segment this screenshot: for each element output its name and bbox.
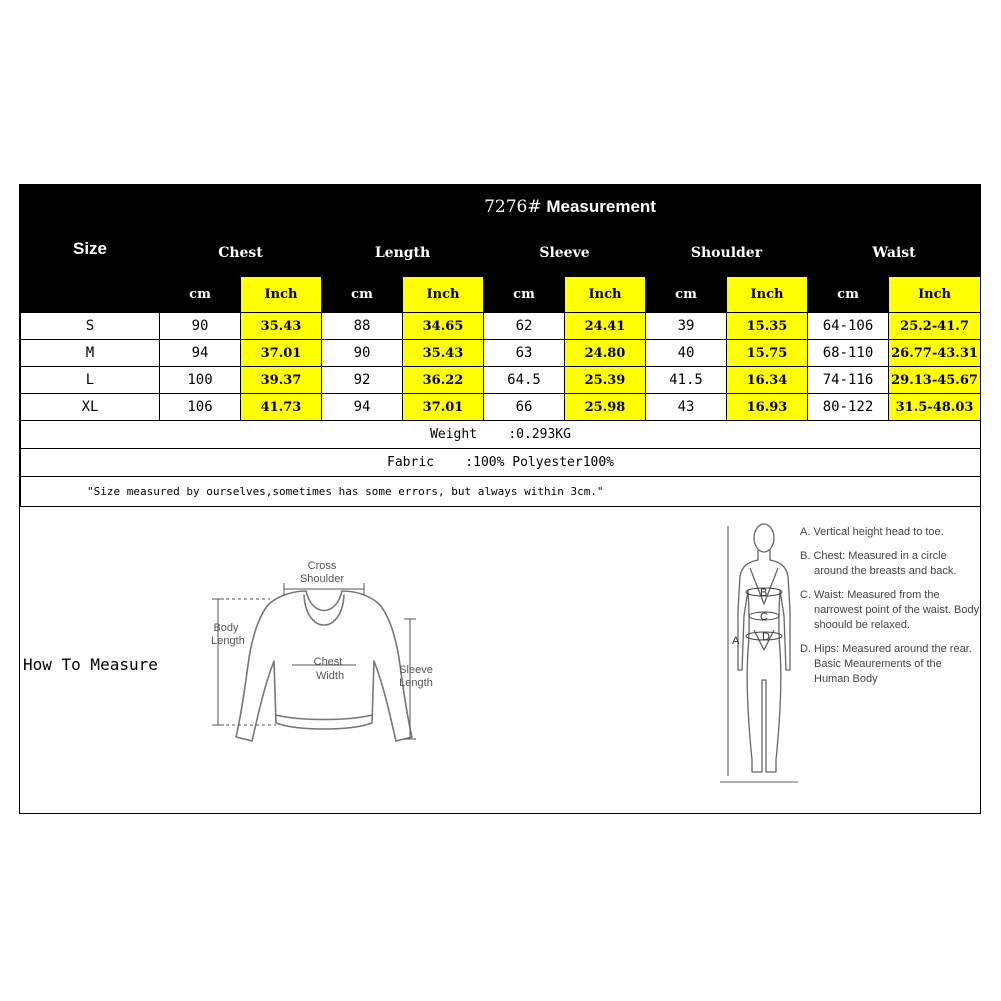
shoulder-inch-cell: 15.75: [727, 340, 808, 367]
sleeve-length-label-2: Length: [399, 677, 433, 689]
table-row: [21, 340, 981, 367]
unit-cm-length: cm: [322, 277, 403, 313]
note-chest: B. Chest: Measured in a circle around the breasts and back.: [800, 550, 957, 577]
chest-inch-cell: 41.73: [241, 394, 322, 421]
unit-inch-sleeve: Inch: [565, 277, 646, 313]
letter-a: A: [732, 635, 740, 647]
waist-inch-cell: 29.13-45.67: [889, 367, 981, 394]
unit-inch-length: Inch: [403, 277, 484, 313]
size-chart: [19, 184, 981, 814]
garment-diagram: [200, 555, 440, 750]
human-figure-outline: [738, 524, 790, 772]
waist-inch-cell: 31.5-48.03: [889, 394, 981, 421]
disclaimer-note: "Size measured by ourselves,sometimes has some errors, but always within 3cm.": [21, 477, 981, 507]
size-table: [20, 185, 981, 507]
size-cell: L: [21, 367, 160, 394]
waist-cm-cell: 68-110: [808, 340, 889, 367]
cross-shoulder-label-1: Cross: [307, 560, 337, 572]
unit-cm-chest: cm: [160, 277, 241, 313]
column-header-shoulder: Shoulder: [646, 229, 808, 277]
unit-inch-chest: Inch: [241, 277, 322, 313]
chest-inch-cell: 39.37: [241, 367, 322, 394]
how-to-measure-title: How To Measure: [23, 655, 158, 674]
chest-inch-cell: 35.43: [241, 313, 322, 340]
chest-cm-cell: 106: [160, 394, 241, 421]
length-cm-cell: 90: [322, 340, 403, 367]
chest-width-label-2: Width: [315, 670, 345, 682]
shoulder-inch-cell: 15.35: [727, 313, 808, 340]
length-inch-cell: 34.65: [403, 313, 484, 340]
sleeve-inch-cell: 25.39: [565, 367, 646, 394]
chest-cm-cell: 94: [160, 340, 241, 367]
shoulder-cm-cell: 40: [646, 340, 727, 367]
waist-inch-cell: 25.2-41.7: [889, 313, 981, 340]
body-diagram: [718, 520, 798, 790]
note-waist: C. Waist: Measured from the narrowest point of the waist. Body shoould be relaxed.: [800, 589, 980, 631]
chest-cm-cell: 100: [160, 367, 241, 394]
body-length-label-1: Body: [213, 622, 239, 634]
title-text: Measurement: [546, 197, 656, 216]
note-height: A. Vertical height head to toe.: [800, 526, 944, 538]
table-row: [21, 367, 981, 394]
unit-inch-waist: Inch: [889, 277, 981, 313]
title-code: 7276#: [484, 197, 542, 217]
length-cm-cell: 94: [322, 394, 403, 421]
fabric-row: Fabric :100% Polyester100%: [21, 449, 981, 477]
body-length-label-2: Length: [211, 635, 245, 647]
letter-c: C: [760, 611, 768, 623]
body-measure-notes: [800, 525, 980, 696]
size-header: Size: [21, 186, 160, 313]
chest-inch-cell: 37.01: [241, 340, 322, 367]
column-header-waist: Waist: [808, 229, 981, 277]
size-cell: XL: [21, 394, 160, 421]
shoulder-inch-cell: 16.93: [727, 394, 808, 421]
shoulder-cm-cell: 39: [646, 313, 727, 340]
length-inch-cell: 36.22: [403, 367, 484, 394]
length-cm-cell: 92: [322, 367, 403, 394]
shoulder-cm-cell: 43: [646, 394, 727, 421]
waist-inch-cell: 26.77-43.31: [889, 340, 981, 367]
sleeve-cm-cell: 66: [484, 394, 565, 421]
unit-cm-shoulder: cm: [646, 277, 727, 313]
table-title: [160, 186, 981, 229]
shoulder-inch-cell: 16.34: [727, 367, 808, 394]
waist-cm-cell: 80-122: [808, 394, 889, 421]
sleeve-length-label-1: Sleeve: [399, 664, 433, 676]
sleeve-inch-cell: 24.80: [565, 340, 646, 367]
column-header-length: Length: [322, 229, 484, 277]
column-header-sleeve: Sleeve: [484, 229, 646, 277]
weight-row: Weight :0.293KG: [21, 421, 981, 449]
size-cell: S: [21, 313, 160, 340]
sleeve-inch-cell: 25.98: [565, 394, 646, 421]
table-row: [21, 313, 981, 340]
size-cell: M: [21, 340, 160, 367]
sleeve-inch-cell: 24.41: [565, 313, 646, 340]
chest-cm-cell: 90: [160, 313, 241, 340]
waist-cm-cell: 74-116: [808, 367, 889, 394]
length-inch-cell: 37.01: [403, 394, 484, 421]
column-header-chest: Chest: [160, 229, 322, 277]
shoulder-cm-cell: 41.5: [646, 367, 727, 394]
note-hips: D. Hips: Measured around the rear. Basic Meaurements of the Human Body: [800, 643, 972, 685]
unit-cm-waist: cm: [808, 277, 889, 313]
sleeve-cm-cell: 63: [484, 340, 565, 367]
sleeve-cm-cell: 62: [484, 313, 565, 340]
length-inch-cell: 35.43: [403, 340, 484, 367]
unit-cm-sleeve: cm: [484, 277, 565, 313]
body-measure-lines: [728, 526, 782, 776]
sleeve-cm-cell: 64.5: [484, 367, 565, 394]
cross-shoulder-label-2: Shoulder: [299, 573, 345, 585]
unit-inch-shoulder: Inch: [727, 277, 808, 313]
table-row: [21, 394, 981, 421]
chest-width-label-1: Chest: [313, 656, 343, 668]
waist-cm-cell: 64-106: [808, 313, 889, 340]
length-cm-cell: 88: [322, 313, 403, 340]
letter-d: D: [762, 631, 770, 643]
letter-b: B: [760, 587, 768, 599]
